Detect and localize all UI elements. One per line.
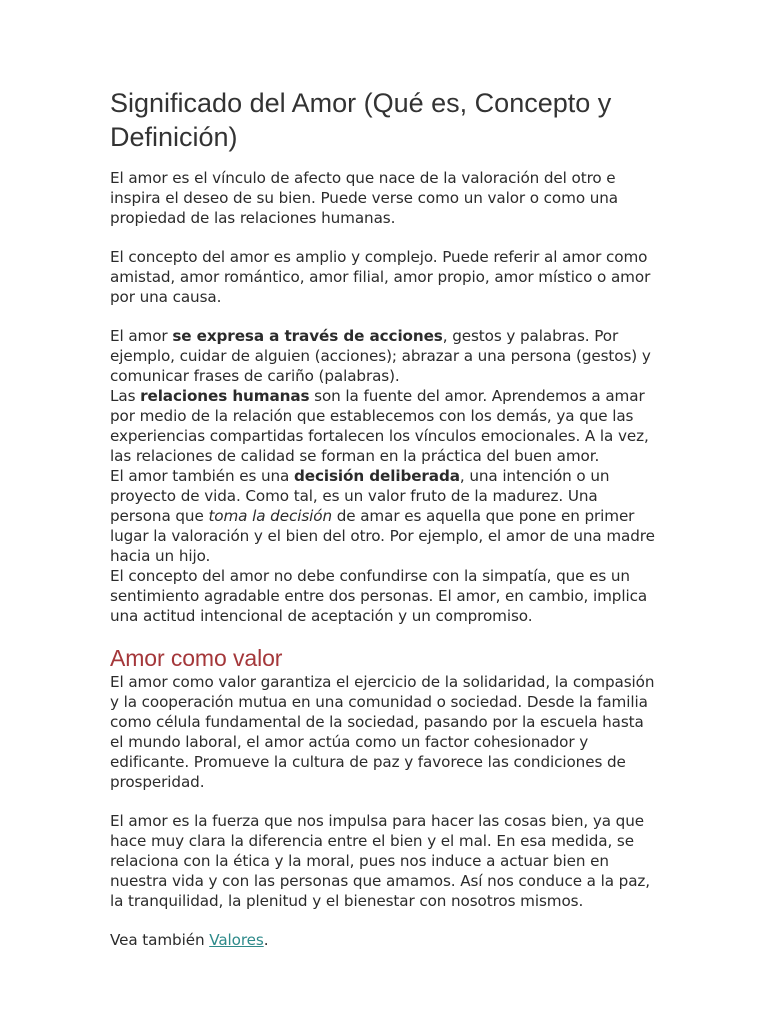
paragraph-relations	[110, 386, 660, 466]
page-title: Significado del Amor (Qué es, Concepto y Definición)	[110, 88, 612, 152]
paragraph-value: El amor como valor garantiza el ejercicio de la solidaridad, la compasión y la cooperación mutua en una comunidad o sociedad. Desde la familia como célula fundamental de la sociedad, pasando por la escuela hasta el mundo laboral, el amor actúa como un factor cohesionador y edificante. Promueve la cultura de paz y favorece las condiciones de prosperidad.	[110, 673, 655, 791]
paragraph-gap	[110, 228, 660, 247]
paragraph-force: El amor es la fuerza que nos impulsa para hacer las cosas bien, ya que hace muy clara la diferencia entre el bien y el mal. En esa medida, se relaciona con la ética y la moral, pues nos induce a actuar bien en nuestra vida y con las personas que amamos. Así nos conduce a la paz, la tranquilidad, la plenitud y el bienestar con nosotros mismos.	[110, 812, 651, 910]
text-run: El amor	[110, 327, 173, 345]
see-also-suffix: .	[263, 931, 269, 949]
text-run: El amor también es una	[110, 467, 294, 485]
see-also	[110, 930, 660, 950]
paragraph-expression	[110, 326, 660, 386]
paragraph-gap	[110, 307, 660, 326]
paragraph-sympathy: El concepto del amor no debe confundirse con la simpatía, que es un sentimiento agradable entre dos personas. El amor, en cambio, implica una actitud intencional de aceptación y un compromiso.	[110, 567, 648, 625]
text-run: son la fuente del amor. Aprendemos a amar por medio de la relación que establecemos con los demás, ya que las experiencias compartidas fortalecen los vínculos emocionales. A la vez, las relaciones de calidad se forman en la práctica del buen amor.	[110, 387, 649, 465]
text-run: , una intención o un proyecto de vida. Como tal, es un valor fruto de la madurez. Una persona que	[110, 467, 610, 525]
see-also-prefix: Vea también	[110, 931, 210, 949]
text-run: de amar es aquella que pone en primer lugar la valoración y el bien del otro. Por ejemplo, el amor de una madre hacia un hijo.	[110, 507, 655, 565]
paragraph-intro: El amor es el vínculo de afecto que nace de la valoración del otro e inspira el deseo de su bien. Puede verse como un valor o como una propiedad de las relaciones humanas.	[110, 169, 618, 227]
italic-text: toma la decisión	[208, 507, 332, 525]
section-title: Amor como valor	[110, 645, 283, 671]
bold-text: decisión deliberada	[294, 467, 460, 485]
paragraph-gap	[110, 911, 660, 930]
paragraph-gap	[110, 792, 660, 811]
bold-text: se expresa a través de acciones	[172, 327, 443, 345]
article	[110, 86, 660, 950]
paragraph-decision	[110, 466, 660, 566]
valores-link[interactable]: Valores	[209, 931, 264, 949]
paragraph-concept: El concepto del amor es amplio y complejo. Puede referir al amor como amistad, amor romántico, amor filial, amor propio, amor místico o amor por una causa.	[110, 248, 651, 306]
text-run: , gestos y palabras. Por ejemplo, cuidar de alguien (acciones); abrazar a una persona (gestos) y comunicar frases de cariño (palabras).	[110, 327, 651, 385]
text-run: Las	[110, 387, 141, 405]
bold-text: relaciones humanas	[140, 387, 310, 405]
